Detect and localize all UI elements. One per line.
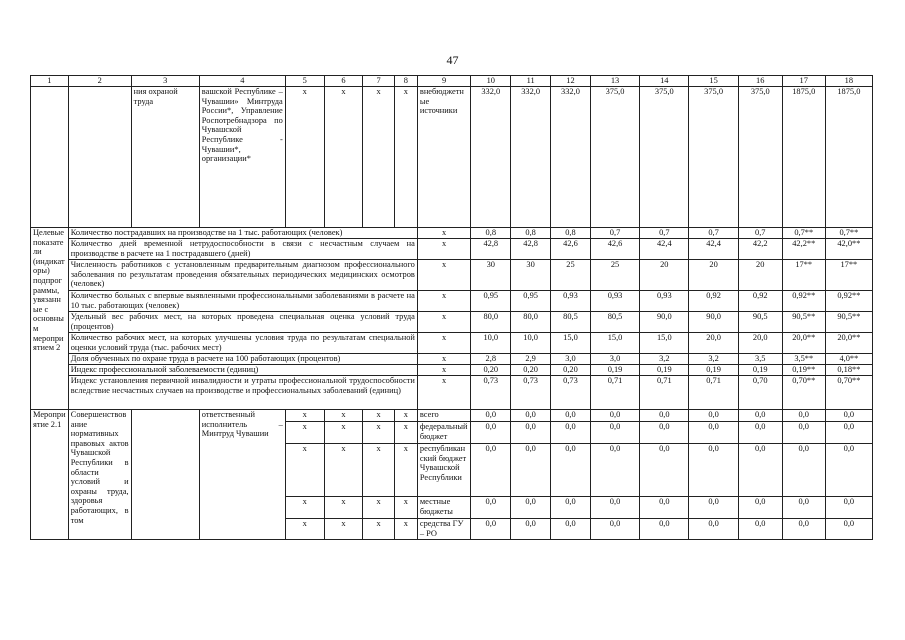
indicator-text-cell: Численность работников с установленным предварительным диагнозом профессионального заболевания по результатам проведения обязательных периодических медицинских осмотров (человек) (68, 260, 417, 291)
code-cell: x (417, 228, 470, 239)
code-cell: x (285, 87, 324, 228)
value-cell: 3,0 (590, 354, 639, 365)
column-number: 4 (199, 76, 285, 87)
column-number: 11 (511, 76, 551, 87)
value-cell: 0,92** (825, 291, 872, 312)
value-cell: 375,0 (689, 87, 738, 228)
source-cell: республиканский бюджет Чувашской Республики (417, 444, 470, 497)
value-cell: 0,0 (511, 410, 551, 422)
value-cell: 375,0 (640, 87, 689, 228)
indicator-row (31, 312, 873, 333)
value-cell: 42,4 (640, 239, 689, 260)
value-cell: 0,0 (511, 519, 551, 540)
indicator-text-cell: Количество пострадавших на производстве на 1 тыс. работающих (человек) (68, 228, 417, 239)
value-cell: 0,93 (590, 291, 639, 312)
code-cell: x (285, 444, 324, 497)
value-cell: 0,0 (590, 422, 639, 444)
value-cell: 42,6 (590, 239, 639, 260)
column-number: 7 (363, 76, 394, 87)
source-cell: федеральный бюджет (417, 422, 470, 444)
code-cell: x (417, 354, 470, 365)
indicator-text-cell: Индекс установления первичной инвалидности и утраты профессиональной трудоспособности вследствие несчастных случаев на производстве и профессиональных заболеваний (единиц) (68, 376, 417, 410)
value-cell: 90,5 (738, 312, 782, 333)
value-cell: 0,19 (590, 365, 639, 376)
indicator-row (31, 239, 873, 260)
value-cell: 42,4 (689, 239, 738, 260)
value-cell: 90,0 (689, 312, 738, 333)
indicator-row (31, 228, 873, 239)
value-cell: 42,8 (471, 239, 511, 260)
value-cell: 0,0 (590, 444, 639, 497)
value-cell: 20 (689, 260, 738, 291)
value-cell: 0,0 (511, 444, 551, 497)
value-cell: 0,20 (471, 365, 511, 376)
measure-label-cell: Мероприятие 2.1 (31, 410, 69, 540)
value-cell: 0,95 (511, 291, 551, 312)
value-cell: 375,0 (590, 87, 639, 228)
code-cell: x (324, 444, 363, 497)
value-cell: 0,7 (738, 228, 782, 239)
value-cell: 20,0** (825, 333, 872, 354)
value-cell: 0,71 (689, 376, 738, 410)
value-cell: 20,0** (782, 333, 825, 354)
value-cell: 3,5** (782, 354, 825, 365)
code-cell: x (417, 239, 470, 260)
value-cell: 20 (640, 260, 689, 291)
value-cell: 0,0 (471, 422, 511, 444)
value-cell: 17** (825, 260, 872, 291)
code-cell: x (417, 312, 470, 333)
value-cell: 3,2 (640, 354, 689, 365)
value-cell: 0,20 (551, 365, 591, 376)
value-cell: 0,73 (511, 376, 551, 410)
value-cell: 0,0 (782, 444, 825, 497)
indicator-text-cell: Количество рабочих мест, на которых улучшены условия труда по результатам специальной оценки условий труда (тыс. рабочих мест) (68, 333, 417, 354)
value-cell: 25 (590, 260, 639, 291)
indicator-row (31, 376, 873, 410)
code-cell: x (394, 87, 417, 228)
value-cell: 0,0 (471, 497, 511, 519)
value-cell: 0,0 (738, 497, 782, 519)
value-cell: 42,0** (825, 239, 872, 260)
measure-name-cell: Совершенствование нормативных правовых актов Чувашской Республики в области условий и охраны труда, здоровья работающих, в том (68, 410, 131, 540)
code-cell: x (324, 497, 363, 519)
code-cell: x (324, 87, 363, 228)
value-cell: 0,0 (738, 444, 782, 497)
value-cell: 90,0 (640, 312, 689, 333)
value-cell: 0,0 (640, 444, 689, 497)
code-cell: x (363, 87, 394, 228)
value-cell: 0,8 (471, 228, 511, 239)
code-cell: x (394, 497, 417, 519)
value-cell: 0,8 (511, 228, 551, 239)
column-number: 18 (825, 76, 872, 87)
value-cell: 30 (471, 260, 511, 291)
value-cell: 10,0 (511, 333, 551, 354)
value-cell: 0,0 (551, 519, 591, 540)
value-cell: 4,0** (825, 354, 872, 365)
value-cell: 0,19 (640, 365, 689, 376)
code-cell: x (285, 422, 324, 444)
value-cell: 0,19** (782, 365, 825, 376)
column-number: 17 (782, 76, 825, 87)
value-cell: 80,5 (551, 312, 591, 333)
value-cell: 0,0 (825, 444, 872, 497)
value-cell: 0,0 (738, 422, 782, 444)
indicator-row (31, 365, 873, 376)
code-cell: x (417, 260, 470, 291)
value-cell: 3,2 (689, 354, 738, 365)
value-cell: 3,5 (738, 354, 782, 365)
header-row (31, 76, 873, 87)
value-cell: 0,0 (782, 422, 825, 444)
column-number: 15 (689, 76, 738, 87)
value-cell: 0,20 (511, 365, 551, 376)
code-cell: x (363, 422, 394, 444)
source-cell: всего (417, 410, 470, 422)
code-cell: x (394, 422, 417, 444)
targets-label-cell: Целевые показатели (индикаторы) подпрограммы, увязанные с основным мероприятием 2 (31, 228, 69, 410)
value-cell: 20,0 (738, 333, 782, 354)
value-cell: 332,0 (551, 87, 591, 228)
value-cell: 0,0 (782, 519, 825, 540)
value-cell: 0,93 (640, 291, 689, 312)
value-cell: 42,2 (738, 239, 782, 260)
value-cell: 0,0 (782, 410, 825, 422)
value-cell: 0,0 (738, 410, 782, 422)
value-cell: 80,5 (590, 312, 639, 333)
code-cell: x (324, 410, 363, 422)
code-cell: x (417, 365, 470, 376)
value-cell: 0,19 (738, 365, 782, 376)
value-cell: 0,71 (590, 376, 639, 410)
value-cell: 10,0 (471, 333, 511, 354)
executor-cell: вашской Республике – Чувашии» Минтруда России*, Управление Роспотребнадзора по Чувашской Республике - Чувашии*, организации* (199, 87, 285, 228)
value-cell: 0,7 (689, 228, 738, 239)
value-cell: 90,5** (825, 312, 872, 333)
value-cell: 0,0 (689, 444, 738, 497)
value-cell: 0,70** (782, 376, 825, 410)
code-cell: x (417, 291, 470, 312)
page-number: 47 (446, 53, 459, 67)
value-cell: 0,0 (551, 422, 591, 444)
value-cell: 2,9 (511, 354, 551, 365)
value-cell: 0,92** (782, 291, 825, 312)
value-cell: 0,0 (640, 519, 689, 540)
value-cell: 0,0 (471, 410, 511, 422)
value-cell: 15,0 (551, 333, 591, 354)
value-cell: 0,0 (825, 497, 872, 519)
column-number: 1 (31, 76, 69, 87)
value-cell: 0,0 (825, 519, 872, 540)
value-cell: 0,0 (590, 519, 639, 540)
column-number: 3 (131, 76, 199, 87)
column-number: 13 (590, 76, 639, 87)
value-cell: 0,73 (471, 376, 511, 410)
value-cell: 0,7** (825, 228, 872, 239)
source-cell: местные бюджеты (417, 497, 470, 519)
code-cell: x (285, 497, 324, 519)
indicator-row (31, 333, 873, 354)
value-cell: 0,70 (738, 376, 782, 410)
value-cell: 0,70** (825, 376, 872, 410)
value-cell: 0,0 (640, 497, 689, 519)
indicator-text-cell: Удельный вес рабочих мест, на которых проведена специальная оценка условий труда (процентов) (68, 312, 417, 333)
code-cell: x (394, 444, 417, 497)
table-row (31, 87, 873, 228)
value-cell: 80,0 (471, 312, 511, 333)
value-cell: 42,2** (782, 239, 825, 260)
empty-cell (131, 410, 199, 540)
value-cell: 3,0 (551, 354, 591, 365)
value-cell: 0,0 (689, 422, 738, 444)
value-cell: 0,0 (551, 497, 591, 519)
value-cell: 0,93 (551, 291, 591, 312)
indicator-text-cell: Индекс профессиональной заболеваемости (единиц) (68, 365, 417, 376)
value-cell: 0,0 (825, 410, 872, 422)
value-cell: 0,92 (738, 291, 782, 312)
value-cell: 1875,0 (825, 87, 872, 228)
value-cell: 0,7 (590, 228, 639, 239)
code-cell: x (285, 519, 324, 540)
value-cell: 0,8 (551, 228, 591, 239)
source-cell: средства ГУ – РО (417, 519, 470, 540)
code-cell: x (285, 410, 324, 422)
code-cell: x (394, 519, 417, 540)
value-cell: 0,18** (825, 365, 872, 376)
code-cell: x (363, 444, 394, 497)
value-cell: 0,0 (511, 497, 551, 519)
source-cell: внебюджетные источники (417, 87, 470, 228)
code-cell: x (324, 519, 363, 540)
value-cell: 17** (782, 260, 825, 291)
indicator-row (31, 260, 873, 291)
value-cell: 20,0 (689, 333, 738, 354)
measure-row (31, 410, 873, 422)
value-cell: 30 (511, 260, 551, 291)
value-cell: 0,71 (640, 376, 689, 410)
value-cell: 375,0 (738, 87, 782, 228)
value-cell: 0,19 (689, 365, 738, 376)
indicator-row (31, 354, 873, 365)
indicator-row (31, 291, 873, 312)
empty-cell (31, 87, 69, 228)
column-number: 5 (285, 76, 324, 87)
value-cell: 0,0 (640, 410, 689, 422)
value-cell: 0,7** (782, 228, 825, 239)
value-cell: 42,6 (551, 239, 591, 260)
code-cell: x (363, 410, 394, 422)
value-cell: 80,0 (511, 312, 551, 333)
code-cell: x (363, 497, 394, 519)
column-number: 8 (394, 76, 417, 87)
value-cell: 332,0 (471, 87, 511, 228)
executor-cell: ответственный исполнитель – Минтруд Чувашии (199, 410, 285, 540)
program-table (30, 75, 873, 540)
value-cell: 0,0 (511, 422, 551, 444)
code-cell: x (417, 376, 470, 410)
empty-cell (68, 87, 131, 228)
value-cell: 0,95 (471, 291, 511, 312)
column-number: 6 (324, 76, 363, 87)
column-number: 12 (551, 76, 591, 87)
column-number: 10 (471, 76, 511, 87)
value-cell: 0,0 (471, 519, 511, 540)
value-cell: 0,0 (825, 422, 872, 444)
code-cell: x (394, 410, 417, 422)
value-cell: 0,0 (782, 497, 825, 519)
value-cell: 0,73 (551, 376, 591, 410)
column-number: 14 (640, 76, 689, 87)
value-cell: 0,0 (689, 497, 738, 519)
indicator-text-cell: Доля обученных по охране труда в расчете на 100 работающих (процентов) (68, 354, 417, 365)
column-number: 16 (738, 76, 782, 87)
value-cell: 15,0 (640, 333, 689, 354)
value-cell: 0,92 (689, 291, 738, 312)
value-cell: 0,0 (551, 444, 591, 497)
value-cell: 0,0 (590, 497, 639, 519)
value-cell: 0,0 (689, 410, 738, 422)
value-cell: 0,0 (590, 410, 639, 422)
value-cell: 20 (738, 260, 782, 291)
value-cell: 0,0 (689, 519, 738, 540)
value-cell: 0,0 (640, 422, 689, 444)
code-cell: x (417, 333, 470, 354)
value-cell: 15,0 (590, 333, 639, 354)
code-cell: x (363, 519, 394, 540)
value-cell: 90,5** (782, 312, 825, 333)
value-cell: 0,0 (738, 519, 782, 540)
value-cell: 25 (551, 260, 591, 291)
value-cell: 0,0 (471, 444, 511, 497)
indicator-text-cell: Количество больных с впервые выявленными профессиональными заболеваниями в расчете на 10 тыс. работающих (человек) (68, 291, 417, 312)
indicator-text-cell: Количество дней временной нетрудоспособности в связи с несчастным случаем на производстве в расчете на 1 пострадавшего (дней) (68, 239, 417, 260)
column-number: 9 (417, 76, 470, 87)
code-cell: x (324, 422, 363, 444)
value-cell: 0,7 (640, 228, 689, 239)
measure-name-cell: ния охраной труда (131, 87, 199, 228)
value-cell: 42,8 (511, 239, 551, 260)
value-cell: 332,0 (511, 87, 551, 228)
value-cell: 0,0 (551, 410, 591, 422)
value-cell: 2,8 (471, 354, 511, 365)
value-cell: 1875,0 (782, 87, 825, 228)
column-number: 2 (68, 76, 131, 87)
